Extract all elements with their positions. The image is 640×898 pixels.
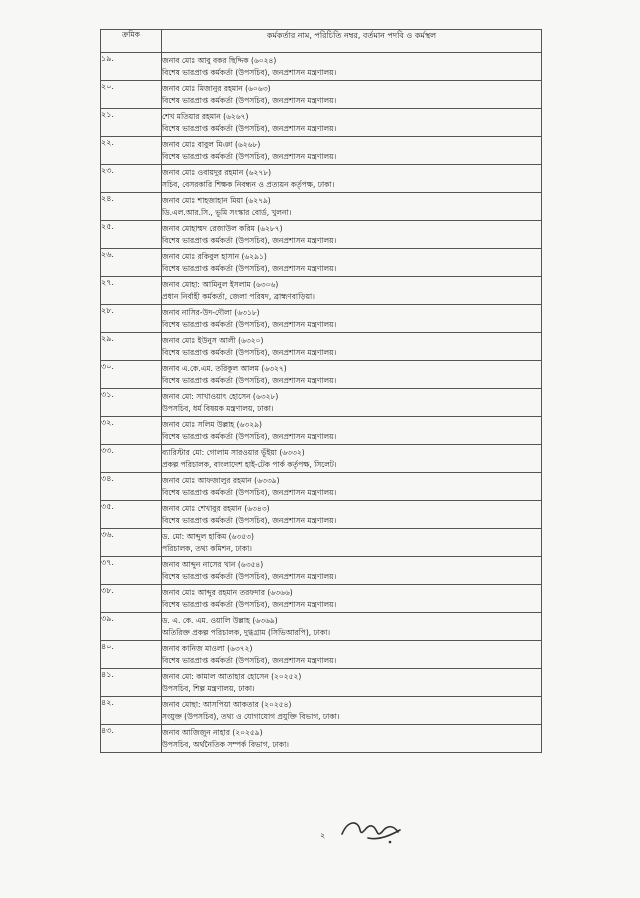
table-row bbox=[101, 417, 542, 445]
details-column-header: কর্মকর্তার নাম, পরিচিতি নম্বর, বর্তমান পদবি ও কর্মস্থল bbox=[162, 30, 542, 53]
table-row bbox=[101, 109, 542, 137]
row-serial: ২২. bbox=[101, 137, 162, 165]
row-serial: ৩১. bbox=[101, 389, 162, 417]
row-serial: ২৮. bbox=[101, 305, 162, 333]
officer-name: ড. মো: আব্দুল হাকিম (৬৩৫৩) bbox=[162, 532, 254, 541]
row-serial: ৩৩. bbox=[101, 445, 162, 473]
row-serial: ৩৬. bbox=[101, 529, 162, 557]
officer-name: জনাব কানিজ মাওলা (৬৩৭২) bbox=[162, 644, 253, 653]
row-serial: ২৩. bbox=[101, 165, 162, 193]
row-serial: ২৭. bbox=[101, 277, 162, 305]
row-serial: ৪৩. bbox=[101, 725, 162, 753]
officer-name: জনাব মোঃ বাবুল মিঞা (৬২৬৮) bbox=[162, 140, 261, 149]
row-details bbox=[162, 641, 542, 669]
table-row bbox=[101, 249, 542, 277]
row-details bbox=[162, 725, 542, 753]
row-serial: ৩৮. bbox=[101, 585, 162, 613]
row-details bbox=[162, 53, 542, 81]
table-row bbox=[101, 641, 542, 669]
row-serial: ১৯. bbox=[101, 53, 162, 81]
table-row bbox=[101, 333, 542, 361]
row-details bbox=[162, 361, 542, 389]
officer-post: উপসচিব, শিল্প মন্ত্রণালয়, ঢাকা। bbox=[162, 684, 255, 693]
table-row bbox=[101, 669, 542, 697]
signature-mark bbox=[338, 812, 408, 852]
row-serial: ২৫. bbox=[101, 221, 162, 249]
officer-post: বিশেষ ভারপ্রাপ্ত কর্মকর্তা (উপসচিব), জনপ্রশাসন মন্ত্রণালয়। bbox=[162, 376, 337, 385]
row-details bbox=[162, 669, 542, 697]
row-serial: ২৪. bbox=[101, 193, 162, 221]
row-serial: ৪২. bbox=[101, 697, 162, 725]
row-details bbox=[162, 529, 542, 557]
row-details bbox=[162, 613, 542, 641]
row-details bbox=[162, 249, 542, 277]
table-row bbox=[101, 305, 542, 333]
officer-post: বিশেষ ভারপ্রাপ্ত কর্মকর্তা (উপসচিব), জনপ্রশাসন মন্ত্রণালয়। bbox=[162, 572, 337, 581]
officer-post: বিশেষ ভারপ্রাপ্ত কর্মকর্তা (উপসচিব), জনপ্রশাসন মন্ত্রণালয়। bbox=[162, 96, 337, 105]
officer-post: সচিব, বেসরকারি শিক্ষক নিবন্ধন ও প্রত্যয়ন কর্তৃপক্ষ, ঢাকা। bbox=[162, 180, 335, 189]
row-details bbox=[162, 221, 542, 249]
page-number: ২ bbox=[320, 831, 326, 840]
serial-column-header: ক্রমিক bbox=[101, 30, 162, 53]
officer-name: ব্যারিস্টার মো: গোলাম সারওয়ার ভূঁইয়া (৬৩৩২) bbox=[162, 448, 305, 457]
officer-post: উপসচিব, ধর্ম বিষয়ক মন্ত্রণালয়, ঢাকা। bbox=[162, 404, 274, 413]
officer-name: জনাব মো: সাখাওয়াৎ হোসেন (৬৩২৮) bbox=[162, 392, 279, 401]
officer-post: বিশেষ ভারপ্রাপ্ত কর্মকর্তা (উপসচিব), জনপ্রশাসন মন্ত্রণালয়। bbox=[162, 488, 337, 497]
row-details bbox=[162, 697, 542, 725]
officer-name: জনাব মোঃ আব্দুর রহমান তরফদার (৬৩৬৬) bbox=[162, 588, 293, 597]
officer-name: জনাব মোঃ শেখাবুর রহমান (৬৩৪৩) bbox=[162, 504, 270, 513]
table-row bbox=[101, 53, 542, 81]
officer-post: বিশেষ ভারপ্রাপ্ত কর্মকর্তা (উপসচিব), জনপ্রশাসন মন্ত্রণালয়। bbox=[162, 236, 337, 245]
officer-post: সংযুক্ত (উপসচিব), তথ্য ও যোগাযোগ প্রযুক্তি বিভাগ, ঢাকা। bbox=[162, 712, 340, 721]
table-row bbox=[101, 557, 542, 585]
table-row bbox=[101, 137, 542, 165]
officer-name: জনাব মোছা: আসপিয়া আকতার (২০২৫৪) bbox=[162, 700, 292, 709]
officer-table bbox=[100, 29, 542, 753]
officer-post: প্রকল্প পরিচালক, বাংলাদেশ হাই-টেক পার্ক কর্তৃপক্ষ, সিলেট। bbox=[162, 460, 337, 469]
officer-name: জনাব মোহা: আমিনুল ইসলাম (৬৩০৬) bbox=[162, 280, 279, 289]
row-serial: ২০. bbox=[101, 81, 162, 109]
officer-post: বিশেষ ভারপ্রাপ্ত কর্মকর্তা (উপসচিব), জনপ্রশাসন মন্ত্রণালয়। bbox=[162, 348, 337, 357]
table-row bbox=[101, 697, 542, 725]
table-header-row bbox=[101, 30, 542, 53]
officer-name: জনাব মোঃ আফজালুর রহমান (৬৩৩৯) bbox=[162, 476, 280, 485]
table-row bbox=[101, 725, 542, 753]
officer-name: শেখ মতিয়ার রহমান (৬২৬৭) bbox=[162, 112, 249, 121]
officer-post: বিশেষ ভারপ্রাপ্ত কর্মকর্তা (উপসচিব), জনপ্রশাসন মন্ত্রণালয়। bbox=[162, 152, 337, 161]
table-row bbox=[101, 389, 542, 417]
row-details bbox=[162, 137, 542, 165]
officer-name: জনাব এ.কে.এম. তরিকুল আলম (৬৩২৭) bbox=[162, 364, 287, 373]
row-serial: ৩৪. bbox=[101, 473, 162, 501]
table-row bbox=[101, 81, 542, 109]
table-row bbox=[101, 529, 542, 557]
row-details bbox=[162, 333, 542, 361]
officer-post: বিশেষ ভারপ্রাপ্ত কর্মকর্তা (উপসচিব), জনপ্রশাসন মন্ত্রণালয়। bbox=[162, 264, 337, 273]
row-serial: ২৯. bbox=[101, 333, 162, 361]
table-row bbox=[101, 361, 542, 389]
row-details bbox=[162, 557, 542, 585]
officer-name: ড. এ. কে. এম. ওয়ালি উল্লাহ (৬৩৬৯) bbox=[162, 616, 278, 625]
officer-name: জনাব নাসির-উদ-দৌলা (৬৩১৮) bbox=[162, 308, 260, 317]
officer-name: জনাব মোঃ ইউনুস আলী (৬৩২০) bbox=[162, 336, 264, 345]
officer-post: প্রধান নির্বাহী কর্মকর্তা, জেলা পরিষদ, ব্রাহ্মণবাড়িয়া। bbox=[162, 292, 315, 301]
table-row bbox=[101, 501, 542, 529]
row-details bbox=[162, 81, 542, 109]
officer-name: জনাব মোঃ আবু বকর ছিদ্দিক (৬০২৪) bbox=[162, 56, 277, 65]
row-details bbox=[162, 417, 542, 445]
officer-name: জনাব আজিজুন নাহার (২০২৫৯) bbox=[162, 728, 263, 737]
row-serial: ৩৭. bbox=[101, 557, 162, 585]
officer-name: জনাব মোঃ শাহজাহান মিয়া (৬২৭৯) bbox=[162, 196, 271, 205]
officer-name: জনাব আব্দুন নাসের খান (৬৩৫৪) bbox=[162, 560, 264, 569]
officer-post: ডি.এল.আর.সি., ভূমি সংস্কার বোর্ড, খুলনা। bbox=[162, 208, 292, 217]
officer-name: জনাব মোঃ মিজানুর রহমান (৬০৬৩) bbox=[162, 84, 271, 93]
row-details bbox=[162, 585, 542, 613]
officer-post: বিশেষ ভারপ্রাপ্ত কর্মকর্তা (উপসচিব), জনপ্রশাসন মন্ত্রণালয়। bbox=[162, 68, 337, 77]
row-details bbox=[162, 193, 542, 221]
table-row bbox=[101, 165, 542, 193]
table-row bbox=[101, 613, 542, 641]
officer-post: বিশেষ ভারপ্রাপ্ত কর্মকর্তা (উপসচিব), জনপ্রশাসন মন্ত্রণালয়। bbox=[162, 656, 337, 665]
table-body bbox=[101, 53, 542, 753]
table-row bbox=[101, 473, 542, 501]
officer-name: জনাব মোঃ রকিবুল হাসান (৬২৯১) bbox=[162, 252, 267, 261]
officer-post: পরিচালক, তথ্য কমিশন, ঢাকা। bbox=[162, 544, 252, 553]
row-serial: ৪০. bbox=[101, 641, 162, 669]
row-serial: ৩২. bbox=[101, 417, 162, 445]
row-details bbox=[162, 165, 542, 193]
row-serial: ২১. bbox=[101, 109, 162, 137]
row-serial: ৪১. bbox=[101, 669, 162, 697]
officer-post: উপসচিব, অর্থনৈতিক সম্পর্ক বিভাগ, ঢাকা। bbox=[162, 740, 289, 749]
row-details bbox=[162, 277, 542, 305]
row-serial: ৩০. bbox=[101, 361, 162, 389]
row-details bbox=[162, 389, 542, 417]
officer-name: জনাব মো: কামাল আতাহার হোসেন (২০২৫২) bbox=[162, 672, 302, 681]
row-details bbox=[162, 501, 542, 529]
officer-post: বিশেষ ভারপ্রাপ্ত কর্মকর্তা (উপসচিব), জনপ্রশাসন মন্ত্রণালয়। bbox=[162, 320, 337, 329]
row-details bbox=[162, 473, 542, 501]
table-row bbox=[101, 221, 542, 249]
row-details bbox=[162, 445, 542, 473]
row-details bbox=[162, 305, 542, 333]
table-row bbox=[101, 193, 542, 221]
row-serial: ৩৯. bbox=[101, 613, 162, 641]
row-serial: ৩৫. bbox=[101, 501, 162, 529]
row-details bbox=[162, 109, 542, 137]
officer-post: অতিরিক্ত প্রকল্প পরিচালক, দুগ্ধগ্রাম (সিভিআরপি), ঢাকা। bbox=[162, 628, 331, 637]
officer-name: জনাব মোঃ ওবায়দুর রহমান (৬২৭৮) bbox=[162, 168, 272, 177]
table-row bbox=[101, 585, 542, 613]
officer-post: বিশেষ ভারপ্রাপ্ত কর্মকর্তা (উপসচিব), জনপ্রশাসন মন্ত্রণালয়। bbox=[162, 516, 337, 525]
table-row bbox=[101, 445, 542, 473]
officer-post: বিশেষ ভারপ্রাপ্ত কর্মকর্তা (উপসচিব), জনপ্রশাসন মন্ত্রণালয়। bbox=[162, 432, 337, 441]
officer-name: জনাব মোঃ সলিম উল্লাহ (৬৩২৯) bbox=[162, 420, 262, 429]
row-serial: ২৬. bbox=[101, 249, 162, 277]
table-row bbox=[101, 277, 542, 305]
officer-post: বিশেষ ভারপ্রাপ্ত কর্মকর্তা (উপসচিব), জনপ্রশাসন মন্ত্রণালয়। bbox=[162, 124, 337, 133]
officer-name: জনাব মোহাম্মদ রেজাউল করিম (৬২৮৭) bbox=[162, 224, 283, 233]
officer-post: বিশেষ ভারপ্রাপ্ত কর্মকর্তা (উপসচিব), জনপ্রশাসন মন্ত্রণালয়। bbox=[162, 600, 337, 609]
